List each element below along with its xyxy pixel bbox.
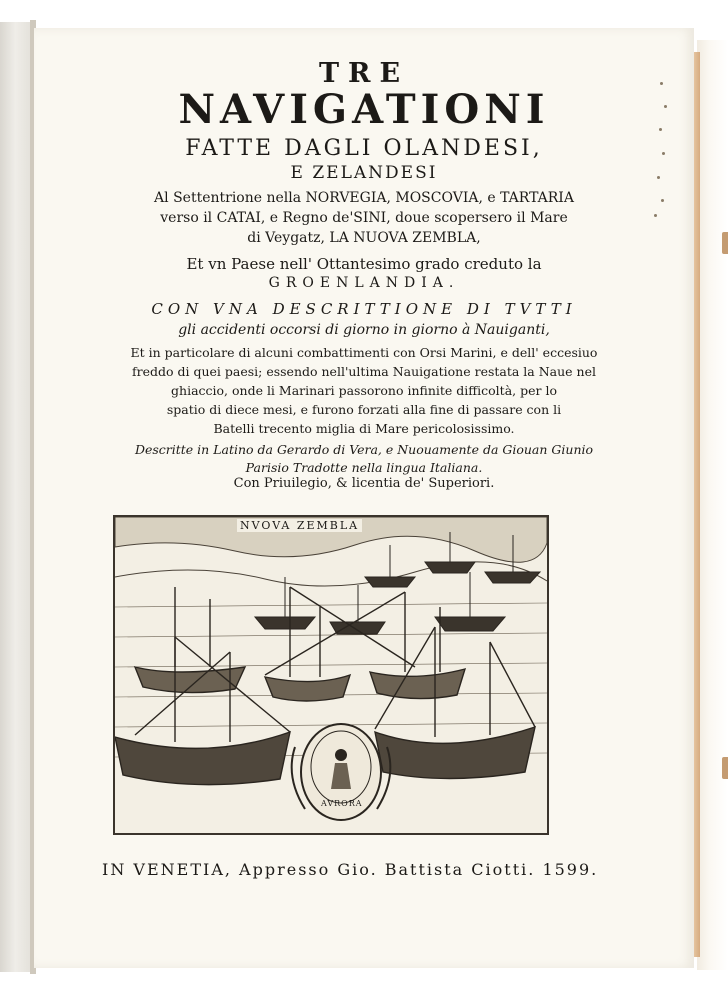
- engraving-ships-svg: [115, 517, 547, 833]
- paragraph-line-4: spatio di diece mesi, e furono forzati alla fine di passare con li: [166, 402, 562, 417]
- binding-tie-upper: [722, 232, 728, 254]
- descrittione-heading: CON VNA DESCRITTIONE DI TVTTI: [151, 300, 577, 318]
- title-zelandesi: E ZELANDESI: [290, 163, 438, 183]
- subtitle-line-3: di Veygatz, LA NUOVA ZEMBLA,: [247, 230, 481, 246]
- engraving-illustration: [113, 515, 549, 835]
- subtitle-line-2: verso il CATAI, e Regno de'SINI, doue scopersero il Mare: [160, 210, 568, 226]
- paragraph-line-5: Batelli trecento miglia di Mare pericolosissimo.: [213, 421, 515, 436]
- subtitle-groenlandia: GROENLANDIA.: [268, 275, 460, 291]
- engraving-caption-nuova-zembla: NVOVA ZEMBLA: [237, 519, 362, 532]
- title-fatte-dagli-olandesi: FATTE DAGLI OLANDESI,: [185, 136, 543, 161]
- title-tre: TRE: [318, 58, 410, 89]
- paragraph-line-3: ghiaccio, onde li Marinari passorono infinite difficoltà, per lo: [171, 383, 557, 398]
- leather-cover-edge: [693, 52, 700, 957]
- descritte-line-1: Descritte in Latino da Gerardo di Vera, e Nuouamente da Giouan Giunio: [134, 442, 594, 457]
- privilegio-line: Con Priuilegio, & licentia de' Superiori.: [233, 476, 495, 491]
- paragraph-line-1: Et in particolare di alcuni combattimenti con Orsi Marini, e dell' eccesiuo: [130, 345, 598, 360]
- title-navigationi: NAVIGATIONI: [178, 86, 550, 133]
- descritte-line-2: Parisio Tradotte nella lingua Italiana.: [245, 460, 483, 475]
- subtitle-line-1: Al Settentrione nella NORVEGIA, MOSCOVIA, e TARTARIA: [154, 190, 574, 206]
- paragraph-line-2: freddo di quei paesi; essendo nell'ultima Nauigatione restata la Naue nel: [131, 364, 596, 379]
- page-foredge: [697, 40, 728, 970]
- binding-tie-lower: [722, 757, 728, 779]
- imprint-line: IN VENETIA, Appresso Gio. Battista Ciotti. 1599.: [102, 860, 599, 879]
- descrittione-subline: gli accidenti occorsi di giorno in giorno à Nauiganti,: [178, 322, 550, 338]
- subtitle-line-4: Et vn Paese nell' Ottantesimo grado creduto la: [186, 255, 542, 273]
- engraving-caption-aurora: AVRORA: [321, 799, 363, 808]
